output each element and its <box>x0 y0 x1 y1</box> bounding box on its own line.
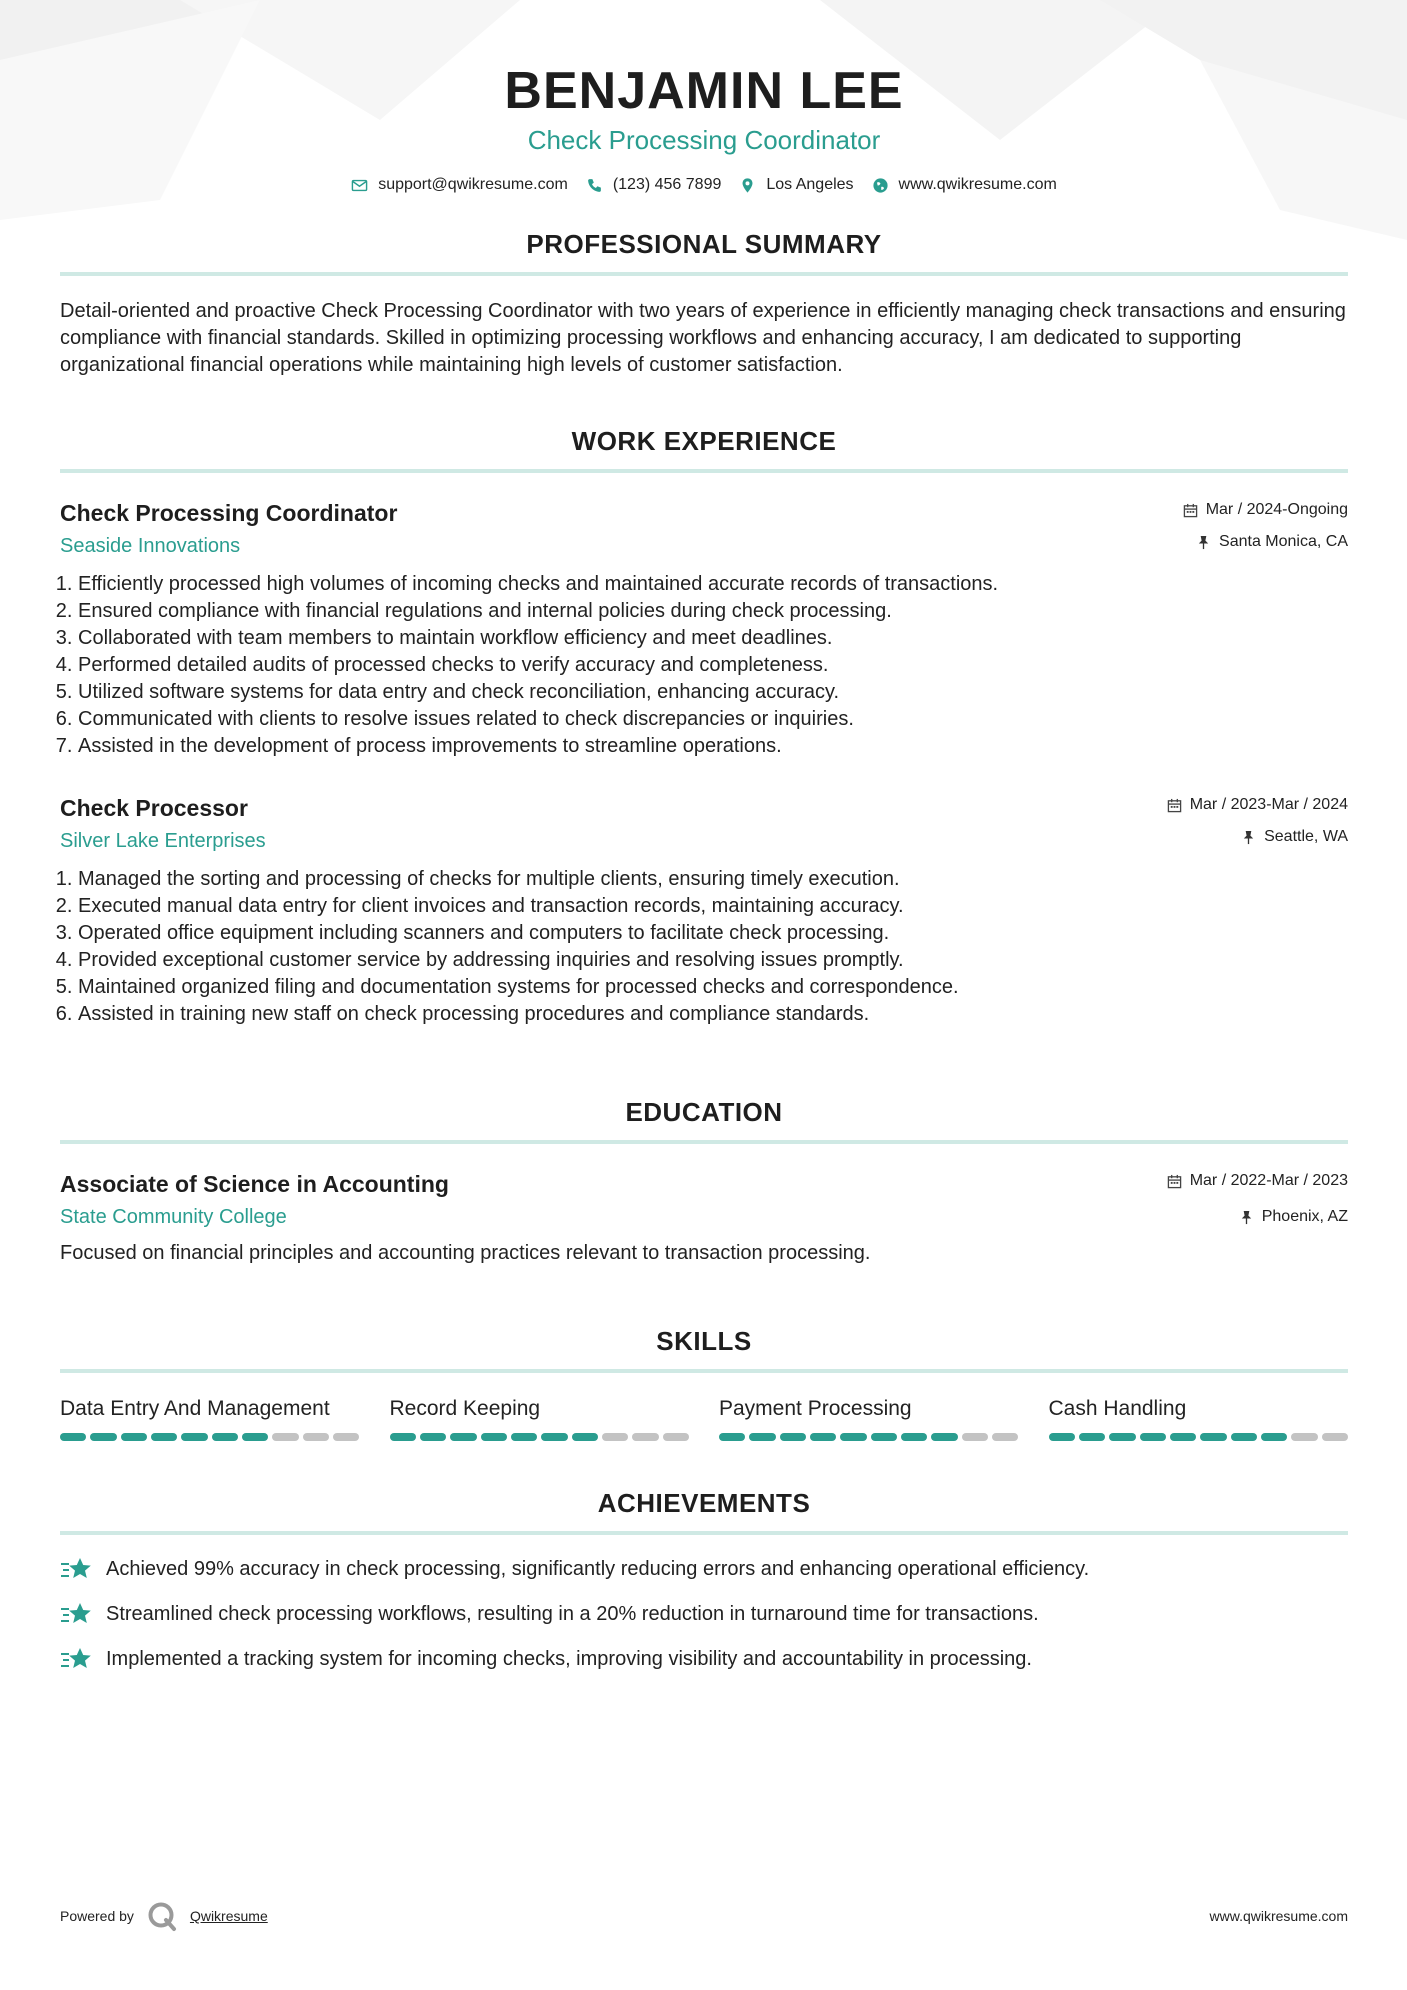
skill-level-bar <box>1049 1433 1349 1441</box>
skill-segment-empty <box>602 1433 628 1441</box>
candidate-title: Check Processing Coordinator <box>527 125 881 155</box>
skill-segment-filled <box>151 1433 177 1441</box>
skill-level-bar <box>60 1433 360 1441</box>
job-company: Silver Lake Enterprises <box>60 830 266 852</box>
skill-segment-empty <box>962 1433 988 1441</box>
map-pin-icon <box>739 177 756 194</box>
achievements-section <box>60 1487 1348 1673</box>
calendar-icon <box>1167 798 1182 813</box>
skill-segment-empty <box>272 1433 298 1441</box>
duty-item: 1. Efficiently processed high volumes of incoming checks and maintained accurate records of transactions. <box>78 571 1348 598</box>
skill-item <box>719 1395 1019 1441</box>
job-location: Seattle, WA <box>1264 828 1348 845</box>
skill-segment-filled <box>541 1433 567 1441</box>
education-school: State Community College <box>60 1206 287 1228</box>
skills-heading: SKILLS <box>656 1326 752 1356</box>
job-dates: Mar / 2024-Ongoing <box>1205 501 1348 518</box>
skill-segment-filled <box>719 1433 745 1441</box>
skill-segment-filled <box>121 1433 147 1441</box>
candidate-name: BENJAMIN LEE <box>504 62 904 120</box>
skill-name: Data Entry And Management <box>60 1397 330 1420</box>
skill-segment-filled <box>1049 1433 1075 1441</box>
skill-segment-filled <box>749 1433 775 1441</box>
skill-segment-filled <box>90 1433 116 1441</box>
contact-website[interactable] <box>872 176 1057 194</box>
page-footer <box>60 1900 1348 1932</box>
job-entry <box>60 794 1348 1028</box>
resume-header <box>60 0 1348 194</box>
skill-item <box>390 1395 690 1441</box>
skill-segment-empty <box>632 1433 658 1441</box>
pushpin-icon <box>1239 1210 1254 1225</box>
duty-item: 6. Communicated with clients to resolve issues related to check discrepancies or inquiries. <box>78 706 1348 733</box>
summary-text: Detail-oriented and proactive Check Processing Coordinator with two years of experience in efficiently managing check transactions and ensuring compliance with financial standards. Skilled in optimizing processing workflows and enhancing accuracy, I am dedicated to supporting organizational financial operations while maintaining high levels of customer satisfaction. <box>60 300 1346 376</box>
education-section <box>60 1096 1348 1267</box>
pushpin-icon <box>1241 830 1256 845</box>
skill-segment-empty <box>303 1433 329 1441</box>
contact-email[interactable] <box>351 176 568 194</box>
contact-phone[interactable] <box>586 176 722 194</box>
section-divider <box>60 272 1348 276</box>
section-divider <box>60 1531 1348 1535</box>
skill-segment-filled <box>1170 1433 1196 1441</box>
duty-item: 6. Assisted in training new staff on check processing procedures and compliance standards. <box>78 1001 1348 1028</box>
contact-bar <box>60 176 1348 194</box>
duty-item: 1. Managed the sorting and processing of checks for multiple clients, ensuring timely execution. <box>78 866 1348 893</box>
duty-item: 4. Provided exceptional customer service by addressing inquiries and resolving issues promptly. <box>78 947 1348 974</box>
calendar-icon <box>1167 1174 1182 1189</box>
skill-segment-filled <box>1079 1433 1105 1441</box>
summary-section <box>60 228 1348 379</box>
pushpin-icon <box>1196 535 1211 550</box>
star-icon <box>60 1555 92 1583</box>
achievement-item <box>60 1645 1348 1673</box>
education-heading: EDUCATION <box>625 1097 783 1127</box>
duty-item: 3. Operated office equipment including scanners and computers to facilitate check processing. <box>78 920 1348 947</box>
section-divider <box>60 469 1348 473</box>
skill-name: Payment Processing <box>719 1397 912 1420</box>
education-entry <box>60 1170 1348 1267</box>
duty-item: 3. Collaborated with team members to maintain workflow efficiency and meet deadlines. <box>78 625 1348 652</box>
achievements-list <box>60 1555 1348 1673</box>
job-role: Check Processing Coordinator <box>60 500 398 526</box>
skill-segment-filled <box>931 1433 957 1441</box>
email-text: support@qwikresume.com <box>378 176 568 193</box>
duty-item: 4. Performed detailed audits of processed checks to verify accuracy and completeness. <box>78 652 1348 679</box>
job-company: Seaside Innovations <box>60 535 241 557</box>
skill-segment-filled <box>511 1433 537 1441</box>
achievement-item <box>60 1555 1348 1583</box>
website-text: www.qwikresume.com <box>898 176 1057 193</box>
skill-segment-filled <box>481 1433 507 1441</box>
skill-segment-filled <box>242 1433 268 1441</box>
duty-item: 7. Assisted in the development of process improvements to streamline operations. <box>78 733 1348 760</box>
job-duties <box>60 571 1348 760</box>
duty-item: 5. Maintained organized filing and documentation systems for processed checks and correspondence. <box>78 974 1348 1001</box>
skill-segment-filled <box>181 1433 207 1441</box>
summary-heading: PROFESSIONAL SUMMARY <box>526 229 882 259</box>
skill-segment-filled <box>1200 1433 1226 1441</box>
skill-segment-filled <box>780 1433 806 1441</box>
skill-segment-filled <box>840 1433 866 1441</box>
skill-segment-filled <box>1261 1433 1287 1441</box>
phone-icon <box>586 177 603 194</box>
section-divider <box>60 1140 1348 1144</box>
skills-list <box>60 1395 1348 1441</box>
star-icon <box>60 1600 92 1628</box>
achievement-text: Achieved 99% accuracy in check processing, significantly reducing errors and enhancing operational efficiency. <box>106 1557 1090 1580</box>
skill-name: Record Keeping <box>389 1397 541 1420</box>
resume-page <box>60 0 1348 1673</box>
section-divider <box>60 1369 1348 1373</box>
job-role: Check Processor <box>60 795 248 821</box>
duty-item: 2. Ensured compliance with financial regulations and internal policies during check processing. <box>78 598 1348 625</box>
education-description: Focused on financial principles and accounting practices relevant to transaction processing. <box>60 1242 871 1264</box>
globe-icon <box>872 177 889 194</box>
skill-segment-filled <box>212 1433 238 1441</box>
contact-location <box>739 176 853 194</box>
skill-segment-filled <box>420 1433 446 1441</box>
skill-item <box>60 1395 360 1441</box>
skill-segment-filled <box>1140 1433 1166 1441</box>
achievements-heading: ACHIEVEMENTS <box>597 1488 811 1518</box>
education-degree: Associate of Science in Accounting <box>60 1171 449 1197</box>
skill-level-bar <box>390 1433 690 1441</box>
experience-section <box>60 425 1348 1028</box>
star-icon <box>60 1645 92 1673</box>
skill-segment-filled <box>450 1433 476 1441</box>
skill-segment-filled <box>810 1433 836 1441</box>
achievement-text: Implemented a tracking system for incoming checks, improving visibility and accountability in processing. <box>106 1647 1032 1670</box>
skill-segment-empty <box>333 1433 359 1441</box>
envelope-icon <box>351 177 368 194</box>
skill-segment-filled <box>390 1433 416 1441</box>
skill-segment-empty <box>663 1433 689 1441</box>
powered-by-label: Powered by <box>60 1908 134 1924</box>
skill-segment-filled <box>1231 1433 1257 1441</box>
skill-segment-filled <box>1109 1433 1135 1441</box>
experience-heading: WORK EXPERIENCE <box>571 426 837 456</box>
footer-website[interactable]: www.qwikresume.com <box>1209 1908 1348 1924</box>
skill-item <box>1049 1395 1349 1441</box>
job-duties <box>60 866 1348 1028</box>
skill-segment-filled <box>901 1433 927 1441</box>
skill-segment-empty <box>1322 1433 1348 1441</box>
skills-section <box>60 1325 1348 1441</box>
duty-item: 2. Executed manual data entry for client invoices and transaction records, maintaining accuracy. <box>78 893 1348 920</box>
location-text: Los Angeles <box>766 176 854 193</box>
skill-level-bar <box>719 1433 1019 1441</box>
calendar-icon <box>1183 503 1198 518</box>
achievement-text: Streamlined check processing workflows, resulting in a 20% reduction in turnaround time for transactions. <box>106 1602 1039 1625</box>
job-location: Santa Monica, CA <box>1219 533 1348 550</box>
qwikresume-link[interactable]: Qwikresume <box>189 1908 268 1924</box>
job-entry <box>60 499 1348 760</box>
skill-segment-filled <box>871 1433 897 1441</box>
achievement-item <box>60 1600 1348 1628</box>
duty-item: 5. Utilized software systems for data entry and check reconciliation, enhancing accuracy. <box>78 679 1348 706</box>
phone-text: (123) 456 7899 <box>612 176 722 193</box>
skill-segment-empty <box>992 1433 1018 1441</box>
education-dates: Mar / 2022-Mar / 2023 <box>1189 1172 1348 1189</box>
qwikresume-logo-icon <box>146 1900 178 1932</box>
job-dates: Mar / 2023-Mar / 2024 <box>1189 796 1348 813</box>
education-location: Phoenix, AZ <box>1261 1208 1348 1225</box>
skill-segment-filled <box>60 1433 86 1441</box>
skill-name: Cash Handling <box>1048 1397 1187 1420</box>
skill-segment-empty <box>1291 1433 1317 1441</box>
skill-segment-filled <box>572 1433 598 1441</box>
